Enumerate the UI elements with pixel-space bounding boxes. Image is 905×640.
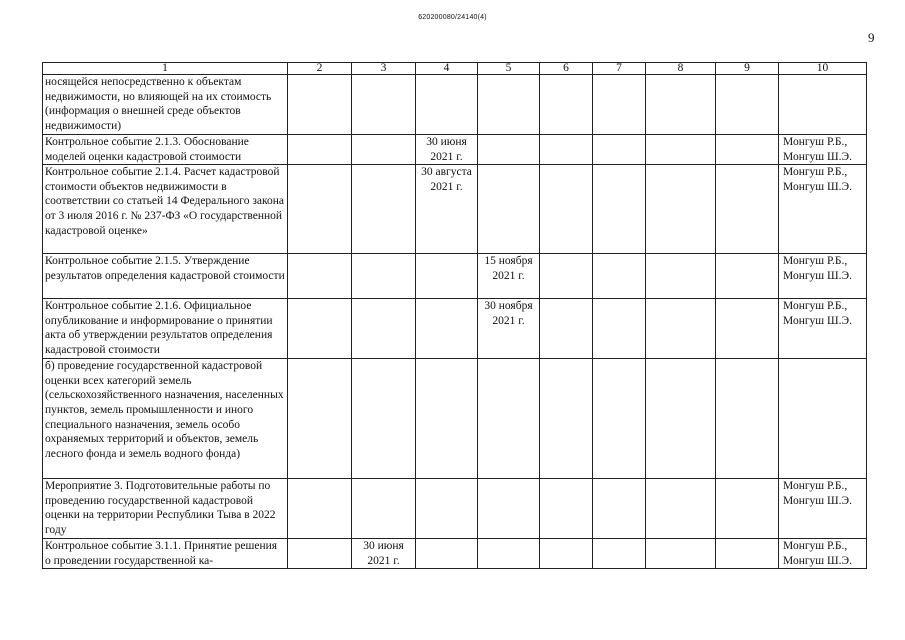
column-header: 3 <box>352 63 416 75</box>
date-cell: 15 ноября 2021 г. <box>478 254 540 299</box>
page-number: 9 <box>868 30 875 45</box>
date-cell <box>478 359 540 479</box>
column-header: 8 <box>646 63 716 75</box>
date-cell <box>352 254 416 299</box>
date-cell <box>352 359 416 479</box>
date-cell <box>352 479 416 539</box>
date-cell <box>416 75 478 135</box>
event-description: Контрольное событие 2.1.3. Обоснование моделей оценки кадастровой стоимости <box>43 135 288 165</box>
document-id: 620200080/24140(4) <box>418 14 487 21</box>
event-description: носящейся непосредственно к объектам недвижимости, но влияющей на их стоимость (информация о внешней среде объектов недвижимости) <box>43 75 288 135</box>
column-header: 4 <box>416 63 478 75</box>
responsible-cell: Монгуш Р.Б., Монгуш Ш.Э. <box>779 165 867 254</box>
table-row <box>43 539 867 569</box>
event-description: Контрольное событие 2.1.5. Утверждение результатов определения кадастровой стоимости <box>43 254 288 299</box>
table-row <box>43 299 867 359</box>
event-description: б) проведение государственной кадастровой оценки всех категорий земель (сельскохозяйственного назначения, населенных пунктов, земель промышленности и иного специального назначения, земель особо охраняемых территорий и объектов, земель лесного фонда и земель водного фонда) <box>43 359 288 479</box>
table-row <box>43 135 867 165</box>
responsible-cell <box>779 75 867 135</box>
date-cell <box>352 75 416 135</box>
responsible-cell: Монгуш Р.Б., Монгуш Ш.Э. <box>779 254 867 299</box>
table-row <box>43 479 867 539</box>
date-cell <box>478 479 540 539</box>
table-row <box>43 359 867 479</box>
responsible-cell: Монгуш Р.Б., Монгуш Ш.Э. <box>779 539 867 569</box>
responsible-cell: Монгуш Р.Б., Монгуш Ш.Э. <box>779 479 867 539</box>
date-cell: 30 июня 2021 г. <box>416 135 478 165</box>
plan-table <box>42 62 867 569</box>
date-cell <box>478 135 540 165</box>
column-header: 10 <box>779 63 867 75</box>
date-cell <box>352 135 416 165</box>
date-cell <box>352 299 416 359</box>
column-header: 1 <box>43 63 288 75</box>
date-cell <box>416 254 478 299</box>
date-cell <box>416 359 478 479</box>
column-header: 5 <box>478 63 540 75</box>
date-cell <box>416 479 478 539</box>
responsible-cell <box>779 359 867 479</box>
event-description: Мероприятие 3. Подготовительные работы по проведению государственной кадастровой оценки на территории Республики Тыва в 2022 году <box>43 479 288 539</box>
date-cell: 30 ноября 2021 г. <box>478 299 540 359</box>
column-header: 7 <box>593 63 646 75</box>
column-header: 2 <box>288 63 352 75</box>
column-header: 6 <box>540 63 593 75</box>
date-cell: 30 июня 2021 г. <box>352 539 416 569</box>
table-row <box>43 75 867 135</box>
date-cell <box>478 539 540 569</box>
date-cell <box>416 299 478 359</box>
date-cell: 30 августа 2021 г. <box>416 165 478 254</box>
date-cell <box>478 75 540 135</box>
date-cell <box>478 165 540 254</box>
table-row <box>43 254 867 299</box>
event-description: Контрольное событие 3.1.1. Принятие решения о проведении государственной ка- <box>43 539 288 569</box>
column-header: 9 <box>716 63 779 75</box>
responsible-cell: Монгуш Р.Б., Монгуш Ш.Э. <box>779 135 867 165</box>
table-row <box>43 165 867 254</box>
date-cell <box>352 165 416 254</box>
event-description: Контрольное событие 2.1.4. Расчет кадастровой стоимости объектов недвижимости в соответствии со статьей 14 Федерального закона от 3 июля 2016 г. № 237-ФЗ «О государственной кадастровой оценке» <box>43 165 288 254</box>
table-header-row <box>43 63 867 75</box>
responsible-cell: Монгуш Р.Б., Монгуш Ш.Э. <box>779 299 867 359</box>
event-description: Контрольное событие 2.1.6. Официальное опубликование и информирование о принятии акта об утверждении результатов определения кадастровой стоимости <box>43 299 288 359</box>
date-cell <box>416 539 478 569</box>
